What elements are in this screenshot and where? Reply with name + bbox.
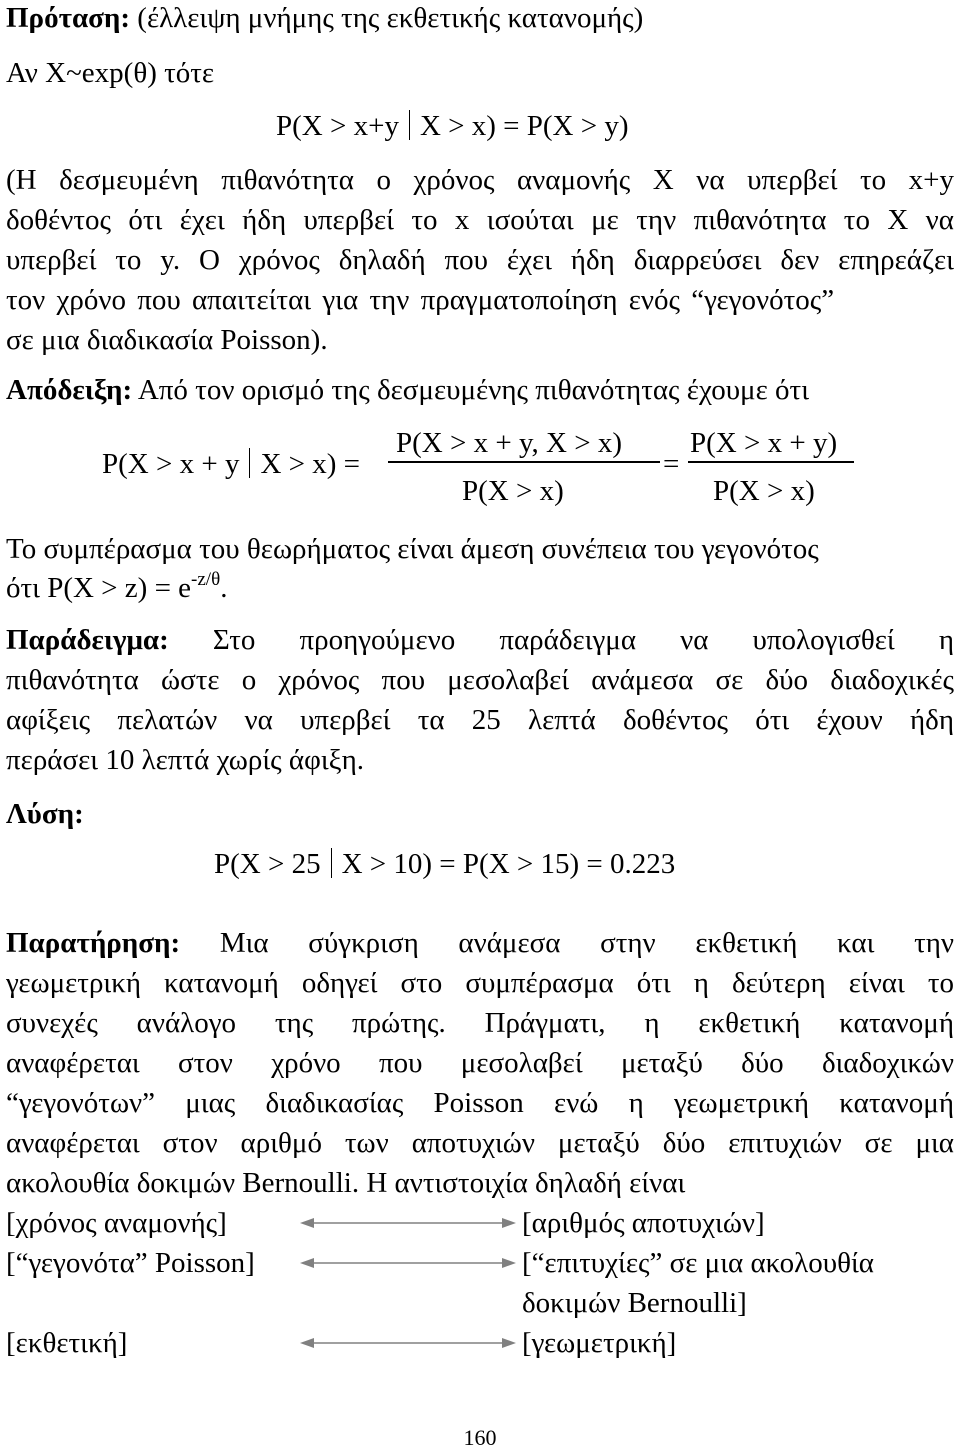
explanation-line-1: (Η δεσμευμένη πιθανότητα ο χρόνος αναμονής X να υπερβεί το x+y xyxy=(6,164,954,196)
proof-line xyxy=(6,372,809,408)
remark-heading: Παρατήρηση: xyxy=(6,927,181,959)
double-arrow-icon xyxy=(300,1253,516,1273)
explanation-line-4: τον χρόνο που απαιτείται για την πραγματοποίηση ενός “γεγονότος” xyxy=(6,284,835,316)
corr-left-2: [“γεγονότα” Poisson] xyxy=(6,1247,255,1279)
corr-right-1: [αριθμός αποτυχιών] xyxy=(522,1207,765,1239)
double-arrow-icon xyxy=(300,1333,516,1353)
example-heading: Παράδειγμα: xyxy=(6,624,169,656)
conditional-bar xyxy=(409,110,410,140)
equation-lhs-part1: P(X > x + y xyxy=(102,448,240,480)
corr-left-3: [εκθετική] xyxy=(6,1327,128,1359)
solution-heading: Λύση: xyxy=(6,798,84,830)
fraction1-denominator: P(X > x) xyxy=(462,475,564,507)
fraction1-numerator: P(X > x + y, X > x) xyxy=(396,427,623,459)
formula-part1: P(X > x+y xyxy=(276,110,399,142)
double-arrow-icon xyxy=(300,1213,516,1233)
corr-right-2b: δοκιμών Bernoulli] xyxy=(522,1287,747,1319)
conclusion-line-1: Το συμπέρασμα του θεωρήματος είναι άμεση συνέπεια του γεγονότος xyxy=(6,533,819,565)
example-line-4: περάσει 10 λεπτά χωρίς άφιξη. xyxy=(6,744,364,776)
proposition-heading: Πρόταση: xyxy=(6,2,131,34)
conclusion-end: . xyxy=(220,572,228,604)
proposition-line xyxy=(6,0,643,36)
solution-part2: X > 10) = P(X > 15) = 0.223 xyxy=(341,848,676,880)
example-text: Στο προηγούμενο παράδειγμα να υπολογισθεί η xyxy=(212,624,955,656)
proposition-condition: Αν X~exp(θ) τότε xyxy=(6,57,215,89)
remark-line-1 xyxy=(6,925,954,961)
proposition-title: (έλλειψη μνήμης της εκθετικής κατανομής) xyxy=(137,2,644,34)
corr-right-3: [γεωμετρική] xyxy=(522,1327,677,1359)
remark-line-6: αναφέρεται στον αριθμό των αποτυχιών μεταξύ δύο επιτυχιών σε μια xyxy=(6,1127,954,1159)
conditional-bar xyxy=(249,448,250,478)
proof-heading: Απόδειξη: xyxy=(6,374,133,406)
equation-lhs xyxy=(102,446,360,482)
conditional-bar xyxy=(331,848,332,878)
example-line-2: πιθανότητα ώστε ο χρόνος που μεσολαβεί ανάμεσα σε δύο διαδοχικές xyxy=(6,664,954,696)
remark-text: Μια σύγκριση ανάμεσα στην εκθετική και την xyxy=(219,927,954,959)
remark-line-7: ακολουθία δοκιμών Bernoulli. Η αντιστοιχία δηλαδή είναι xyxy=(6,1167,686,1199)
fraction2-line xyxy=(688,461,854,463)
remark-line-3: συνεχές ανάλογο της πρώτης. Πράγματι, η εκθετική κατανομή xyxy=(6,1007,954,1039)
explanation-line-5: σε μια διαδικασία Poisson). xyxy=(6,324,328,356)
corr-left-1: [χρόνος αναμονής] xyxy=(6,1207,227,1239)
conclusion-text: ότι P(X > z) = e xyxy=(6,572,192,604)
corr-right-2: [“επιτυχίες” σε μια ακολουθία xyxy=(522,1247,874,1279)
remark-line-4: αναφέρεται στον χρόνο που μεσολαβεί μεταξύ δύο διαδοχικών xyxy=(6,1047,954,1079)
example-line-1 xyxy=(6,622,954,658)
fraction1-line xyxy=(388,461,660,463)
example-line-3: αφίξεις πελατών να υπερβεί τα 25 λεπτά δοθέντος ότι έχουν ήδη xyxy=(6,704,954,736)
solution-part1: P(X > 25 xyxy=(214,848,321,880)
equation-equals: = xyxy=(663,448,680,480)
formula-part2: X > x) = P(X > y) xyxy=(419,110,629,142)
remark-line-2: γεωμετρική κατανομή οδηγεί στο συμπέρασμα ότι η δεύτερη είναι το xyxy=(6,967,954,999)
fraction2-denominator: P(X > x) xyxy=(713,475,815,507)
solution-formula xyxy=(214,846,675,882)
explanation-line-2: δοθέντος ότι έχει ήδη υπερβεί το x ισούται με την πιθανότητα το X να xyxy=(6,204,954,236)
exponent: -z/θ xyxy=(191,569,221,590)
fraction2-numerator: P(X > x + y) xyxy=(690,427,838,459)
page-number: 160 xyxy=(463,1425,497,1450)
memoryless-formula xyxy=(276,108,629,144)
remark-line-5: “γεγονότων” μιας διαδικασίας Poisson ενώ η γεωμετρική κατανομή xyxy=(6,1087,954,1119)
proof-text: Από τον ορισμό της δεσμευμένης πιθανότητας έχουμε ότι xyxy=(137,374,809,406)
conclusion-line-2 xyxy=(6,570,227,606)
equation-lhs-part2: X > x) = xyxy=(260,448,361,480)
explanation-line-3: υπερβεί το y. Ο χρόνος δηλαδή που έχει ήδη διαρρεύσει δεν επηρεάζει xyxy=(6,244,954,276)
